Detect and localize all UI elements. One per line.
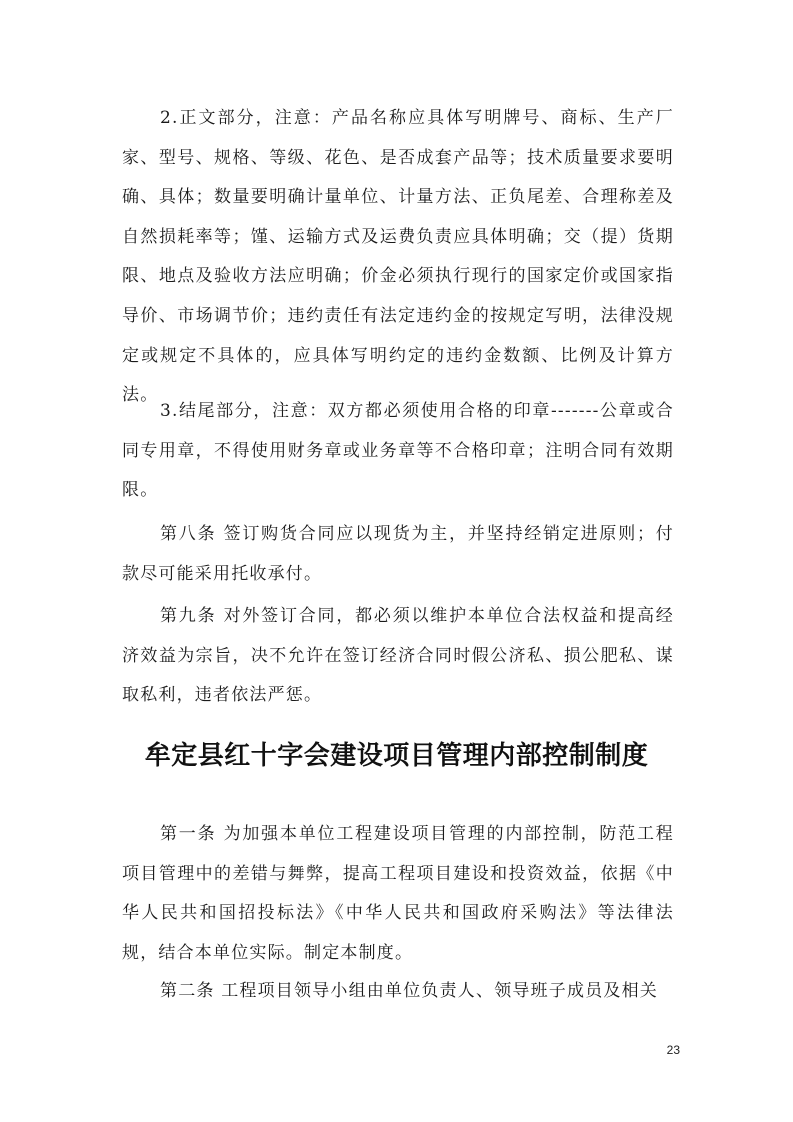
paragraph-main-body-notes: 2.正文部分，注意：产品名称应具体写明牌号、商标、生产厂家、型号、规格、等级、花色、是否成套产品等；技术质量要求要明确、具体；数量要明确计量单位、计量方法、正负尾差、合理称差及自然损耗率等；馑、运输方式及运费负责应具体明确；交（提）货期限、地点及验收方法应明确；价金必须执行现行的国家定价或国家指导价、市场调节价；违约责任有法定违约金的按规定写明，法律没规定或规定不具体的，应具体写明约定的违约金数额、比例及计算方法。 xyxy=(122,108,674,406)
paragraph-section-article-1: 第一条 为加强本单位工程建设项目管理的内部控制，防范工程项目管理中的差错与舞弊，提高工程项目建设和投资效益，依据《中华人民共和国招投标法》《中华人民共和国政府采购法》等法律法规，结合本单位实际。制定本制度。 xyxy=(122,824,674,963)
paragraph-section-article-2: 第二条 工程项目领导小组由单位负责人、领导班子成员及相关 xyxy=(160,981,659,1001)
section-title: 牟定县红十字会建设项目管理内部控制制度 xyxy=(144,741,649,771)
paragraph-article-9: 第九条 对外签订合同，都必须以维护本单位合法权益和提高经济效益为宗旨，决不允许在签订经济合同时假公济私、损公肥私、谋取私利，违者依法严惩。 xyxy=(122,606,674,706)
page-number: 23 xyxy=(666,1043,680,1057)
paragraph-closing-notes: 3.结尾部分，注意：双方都必须使用合格的印章-------公章或合同专用章，不得使用财务章或业务章等不合格印章；注明合同有效期限。 xyxy=(122,401,674,501)
paragraph-article-8: 第八条 签订购货合同应以现货为主，并坚持经销定进原则；付款尽可能采用托收承付。 xyxy=(122,524,674,584)
